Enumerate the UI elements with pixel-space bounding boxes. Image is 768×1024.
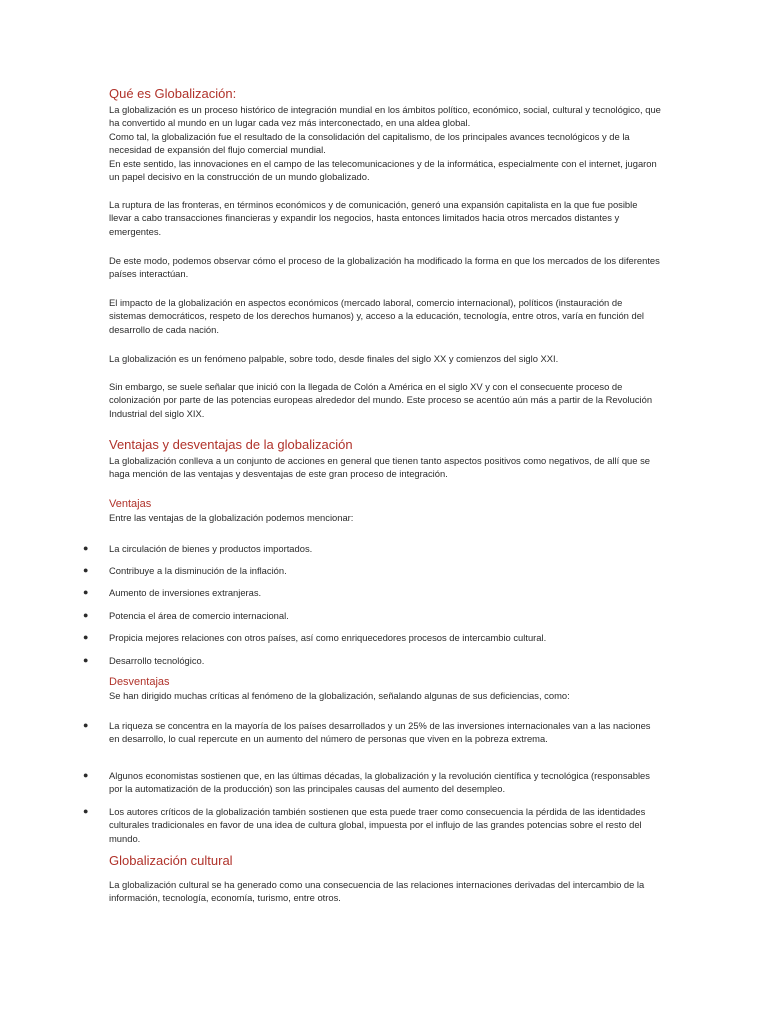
- list-item: La circulación de bienes y productos importados.: [109, 543, 313, 554]
- list-item: Algunos economistas sostienen que, en las últimas décadas, la globalización y la revolución científica y tecnológica (responsables por la automatización de la producción) son las principales causas del aumento del desempleo.: [109, 770, 650, 795]
- bullet-icon: ●: [83, 720, 89, 730]
- paragraph: En este sentido, las innovaciones en el campo de las telecomunicaciones y de la informática, especialmente con el internet, jugaron un papel decisivo en la construcción de un mundo globalizado.: [109, 158, 657, 183]
- bullet-icon: ●: [83, 565, 89, 575]
- bullet-icon: ●: [83, 770, 89, 780]
- list-item: Los autores críticos de la globalización también sostienen que esta puede traer como consecuencia la pérdida de las identidades culturales tradicionales en favor de una idea de cultura global, impuesta por el influjo de las grandes potencias sobre el resto del mundo.: [109, 806, 646, 844]
- subheading-desventajas: Desventajas: [109, 676, 170, 688]
- subheading-ventajas: Ventajas: [109, 498, 152, 510]
- paragraph: Se han dirigido muchas críticas al fenómeno de la globalización, señalando algunas de sus deficiencias, como:: [109, 690, 570, 701]
- list-item: Contribuye a la disminución de la inflación.: [109, 565, 287, 576]
- bullet-icon: ●: [83, 632, 89, 642]
- heading-globalizacion-cultural: Globalización cultural: [109, 853, 233, 868]
- paragraph: De este modo, podemos observar cómo el proceso de la globalización ha modificado la forma en que los mercados de los diferentes países interactúan.: [109, 255, 660, 280]
- paragraph: La globalización conlleva a un conjunto de acciones en general que tienen tanto aspectos positivos como negativos, de allí que se haga mención de las ventajas y desventajas de este gran proceso de integración.: [109, 455, 650, 480]
- bullet-icon: ●: [83, 543, 89, 553]
- paragraph: Sin embargo, se suele señalar que inició con la llegada de Colón a América en el siglo XV y con el consecuente proceso de colonización por parte de las potencias europeas alrededor del mundo. Este proceso se acentúo aún más a partir de la Revolución Industrial del siglo XIX.: [109, 381, 653, 419]
- bullet-icon: ●: [83, 655, 89, 665]
- bullet-icon: ●: [83, 587, 89, 597]
- paragraph: La ruptura de las fronteras, en términos económicos y de comunicación, generó una expansión capitalista en la que fue posible llevar a cabo transacciones financieras y expandir los negocios, hasta entonces limitados hacia otros mercados distantes y emergentes.: [109, 199, 638, 237]
- paragraph: La globalización es un proceso histórico de integración mundial en los ámbitos político, económico, social, cultural y tecnológico, que ha convertido al mundo en un lugar cada vez más interconectado, en una aldea global.: [109, 104, 661, 129]
- heading-ventajas-desventajas: Ventajas y desventajas de la globalización: [109, 437, 353, 452]
- paragraph: Entre las ventajas de la globalización podemos mencionar:: [109, 512, 354, 523]
- list-item: Potencia el área de comercio internacional.: [109, 610, 289, 621]
- paragraph: La globalización cultural se ha generado como una consecuencia de las relaciones internaciones derivadas del intercambio de la información, tecnología, economía, turismo, entre otros.: [109, 879, 645, 904]
- paragraph: El impacto de la globalización en aspectos económicos (mercado laboral, comercio internacional), políticos (instauración de sistemas democráticos, respeto de los derechos humanos) y, acceso a la educación, tecnología, entre otros, varía en función del desarrollo de cada nación.: [109, 297, 645, 335]
- list-item: Aumento de inversiones extranjeras.: [109, 587, 262, 598]
- bullet-icon: ●: [83, 610, 89, 620]
- list-item: Desarrollo tecnológico.: [109, 655, 205, 666]
- bullet-icon: ●: [83, 806, 89, 816]
- list-item: Propicia mejores relaciones con otros países, así como enriquecedores procesos de intercambio cultural.: [109, 632, 547, 643]
- paragraph: Como tal, la globalización fue el resultado de la consolidación del capitalismo, de los principales avances tecnológicos y de la necesidad de expansión del flujo comercial mundial.: [109, 131, 630, 156]
- list-item: La riqueza se concentra en la mayoría de los países desarrollados y un 25% de las inversiones internacionales van a las naciones en desarrollo, lo cual repercute en un aumento del número de personas que viven en la pobreza extrema.: [109, 720, 651, 745]
- heading-que-es-globalizacion: Qué es Globalización:: [109, 86, 237, 101]
- paragraph: La globalización es un fenómeno palpable, sobre todo, desde finales del siglo XX y comienzos del siglo XXI.: [109, 353, 559, 364]
